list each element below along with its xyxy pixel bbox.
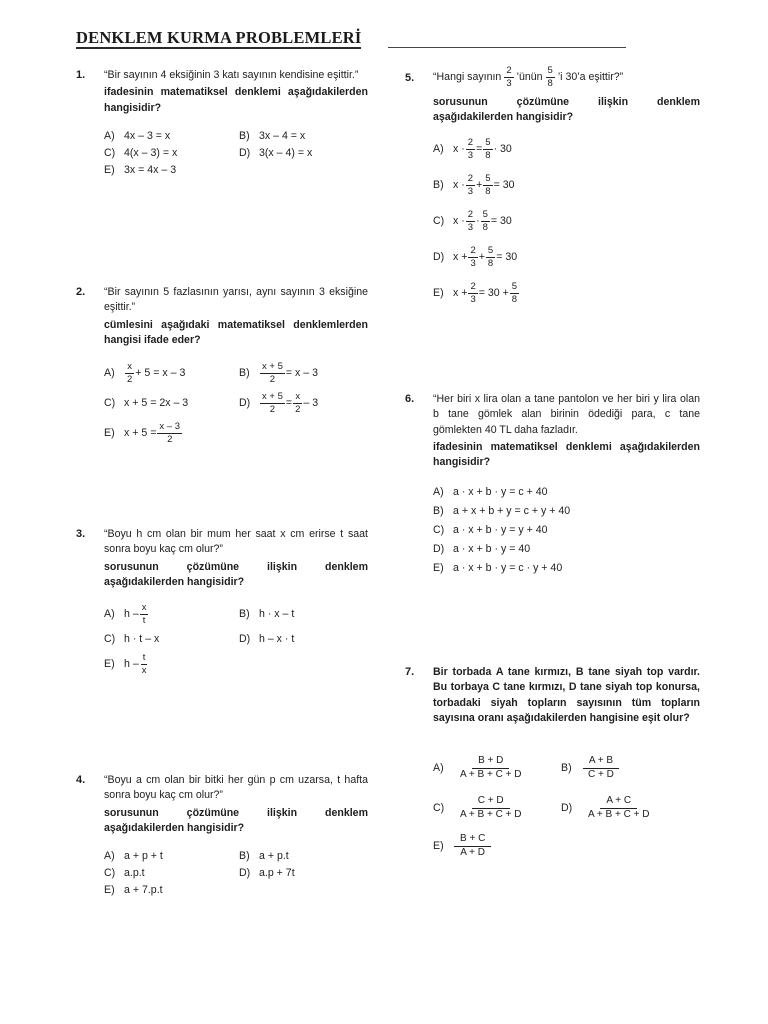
fraction: C + D A + B + C + D (460, 795, 522, 820)
option-d[interactable]: D) a · x + b · y = 40 (433, 542, 531, 555)
option-a[interactable]: A) a · x + b · y = c + 40 (433, 485, 548, 498)
question-text: “Hangi sayının 2 3 ’ünün 5 8 ’i 30’a eşittir?” (433, 65, 624, 89)
option-e[interactable]: E) B + C A + D (433, 834, 492, 858)
fraction: A + B C + D (582, 756, 620, 780)
fraction: 2 3 (467, 173, 474, 198)
question-text: “Bir sayının 5 fazlasının yarısı, aynı sayının 3 eksiğine eşittir.” (104, 286, 368, 314)
option-d[interactable]: D) $\frac{x + 5}{2}$ = $\frac{x}{2}$ – 3 (239, 390, 319, 415)
option-c[interactable]: C) a.p.t (104, 867, 145, 880)
fraction: $\frac{5}{8}$ (485, 137, 491, 162)
fraction: $\frac{5}{8}$ (511, 281, 518, 306)
question-prompt: cümlesini aşağıdaki matematiksel denklemlerden hangisi ifade eder? (104, 318, 368, 347)
option-a[interactable]: A) 4x – 3 = x (104, 129, 171, 142)
fraction: $\frac{5}{8}$ (482, 209, 488, 234)
fraction: $\frac{5}{8}$ (485, 173, 491, 198)
option-b[interactable]: B) a + x + b + y = c + y + 40 (433, 504, 571, 517)
fraction: $\frac{2}{3}$ (470, 245, 476, 270)
option-d[interactable]: D) a.p + 7t (239, 867, 295, 880)
option-b[interactable]: B) h · x – t (239, 607, 295, 620)
option-e[interactable]: E) x + 5 = $\frac{x - 3}{2}$ (104, 420, 181, 445)
option-e[interactable]: E) a · x + b · y = c · y + 40 (433, 561, 563, 574)
option-d[interactable]: D) 3(x – 4) = x (239, 146, 313, 159)
option-e[interactable]: E) h – t x (104, 651, 147, 676)
option-d[interactable]: D) A + C A + B + C + D (561, 796, 656, 820)
question-5 (405, 66, 700, 314)
fraction: x t (141, 601, 147, 626)
option-a[interactable]: A) x 2 + 5 = x – 3 (104, 360, 186, 385)
question-prompt: ifadesinin matematiksel denklemi aşağıdakilerden hangisidir? (104, 86, 368, 114)
fraction: $\frac{x}{2}$ (295, 390, 301, 415)
question-number: 3. (76, 528, 86, 540)
fraction: B + C A + D (454, 834, 491, 858)
fraction: x 2 (127, 360, 133, 385)
option-b[interactable]: B) a + p.t (239, 850, 289, 863)
question-text: Bir torbada A tane kırmızı, B tane siyah top vardır. Bu torbaya C tane kırmızı, D tane siyah top konursa, torbadaki siyah topların sayısının tüm topların sayısına oranı aşağıdakilerden hangisine eşit olur? (433, 666, 700, 725)
option-c[interactable]: C) a · x + b · y = y + 40 (433, 523, 548, 536)
question-prompt: sorusunun çözümüne ilişkin denklem aşağıdakilerden hangisidir? (433, 95, 700, 124)
fraction: $\frac{2}{3}$ (467, 137, 474, 162)
option-a[interactable]: A) B + D A + B + C + D (433, 756, 561, 780)
fraction: $\frac{2}{3}$ (470, 281, 476, 306)
option-d[interactable]: D) x + $\frac{2}{3}$ + $\frac{5}{8}$ = 30 (433, 245, 518, 270)
option-a[interactable]: A) h – x t (104, 601, 147, 626)
option-c[interactable]: C) 4(x – 3) = x (104, 146, 178, 159)
question-text: “Boyu a cm olan bir bitki her gün p cm uzarsa, t hafta sonra boyu kaç cm olur?” (104, 774, 368, 802)
option-b[interactable]: B) 3x – 4 = x (239, 129, 306, 142)
option-e[interactable]: E) x + $\frac{2}{3}$ = 30 + $\frac{5}{8}$ (433, 281, 518, 306)
fraction: $\frac{x - 3}{2}$ (159, 420, 181, 445)
question-number: 5. (405, 72, 415, 84)
title-rule-right (388, 47, 626, 48)
fraction: 5 8 (547, 65, 553, 89)
title-underline (76, 47, 361, 49)
option-c[interactable]: C) x + 5 = 2x – 3 (104, 396, 189, 409)
option-b[interactable]: B) x · 2 3 + $\frac{5}{8}$ = 30 (433, 173, 515, 198)
option-c[interactable]: C) x · 2 3 · $\frac{5}{8}$ = 30 (433, 209, 512, 234)
question-text: “Bir sayının 4 eksiğinin 3 katı sayının kendisine eşittir.” (104, 69, 359, 81)
option-b[interactable]: B) A + B C + D (561, 756, 621, 780)
option-c[interactable]: C) h · t – x (104, 632, 160, 645)
question-7 (405, 665, 700, 864)
question-4 (76, 773, 368, 899)
option-a[interactable]: A) x · $\frac{2}{3}$ = $\frac{5}{8}$ · 30 (433, 137, 512, 162)
question-text: “Her biri x lira olan a tane pantolon ve her biri y lira olan b tane gömlek alan birinin ödediği para, c tane gömlekten 40 TL daha fazladır. (433, 393, 700, 436)
question-prompt: ifadesinin matematiksel denklemi aşağıdakilerden hangisidir? (433, 441, 700, 469)
question-number: 4. (76, 774, 86, 786)
fraction: $\frac{x + 5}{2}$ (262, 360, 283, 385)
question-number: 1. (76, 69, 86, 81)
fraction: B + D A + B + C + D (460, 755, 522, 780)
question-number: 6. (405, 393, 415, 405)
option-e[interactable]: E) a + 7.p.t (104, 884, 163, 897)
question-2 (76, 285, 368, 448)
option-e[interactable]: E) 3x = 4x – 3 (104, 163, 177, 176)
question-number: 7. (405, 666, 415, 678)
option-c[interactable]: C) C + D A + B + C + D (433, 796, 561, 820)
question-6 (405, 392, 700, 578)
fraction: $\frac{x + 5}{2}$ (262, 390, 283, 415)
question-prompt: sorusunun çözümüne ilişkin denklem aşağıdakilerden hangisidir? (104, 560, 368, 589)
option-b[interactable]: B) $\frac{x + 5}{2}$ = x – 3 (239, 360, 318, 385)
fraction: t x (141, 651, 147, 676)
fraction: A + C A + B + C + D (588, 795, 650, 820)
question-3 (76, 527, 368, 678)
question-text: “Boyu h cm olan bir mum her saat x cm erirse t saat sonra boyu kaç cm olur?” (104, 528, 368, 556)
question-1 (76, 68, 368, 179)
fraction: 2 3 (467, 209, 474, 234)
question-prompt: sorusunun çözümüne ilişkin denklem aşağıdakilerden hangisidir? (104, 806, 368, 835)
page-title: DENKLEM KURMA PROBLEMLERİ (76, 28, 362, 47)
fraction: 2 3 (506, 65, 512, 89)
fraction: $\frac{5}{8}$ (487, 245, 494, 270)
option-a[interactable]: A) a + p + t (104, 850, 163, 863)
option-d[interactable]: D) h – x · t (239, 632, 295, 645)
question-number: 2. (76, 286, 86, 298)
